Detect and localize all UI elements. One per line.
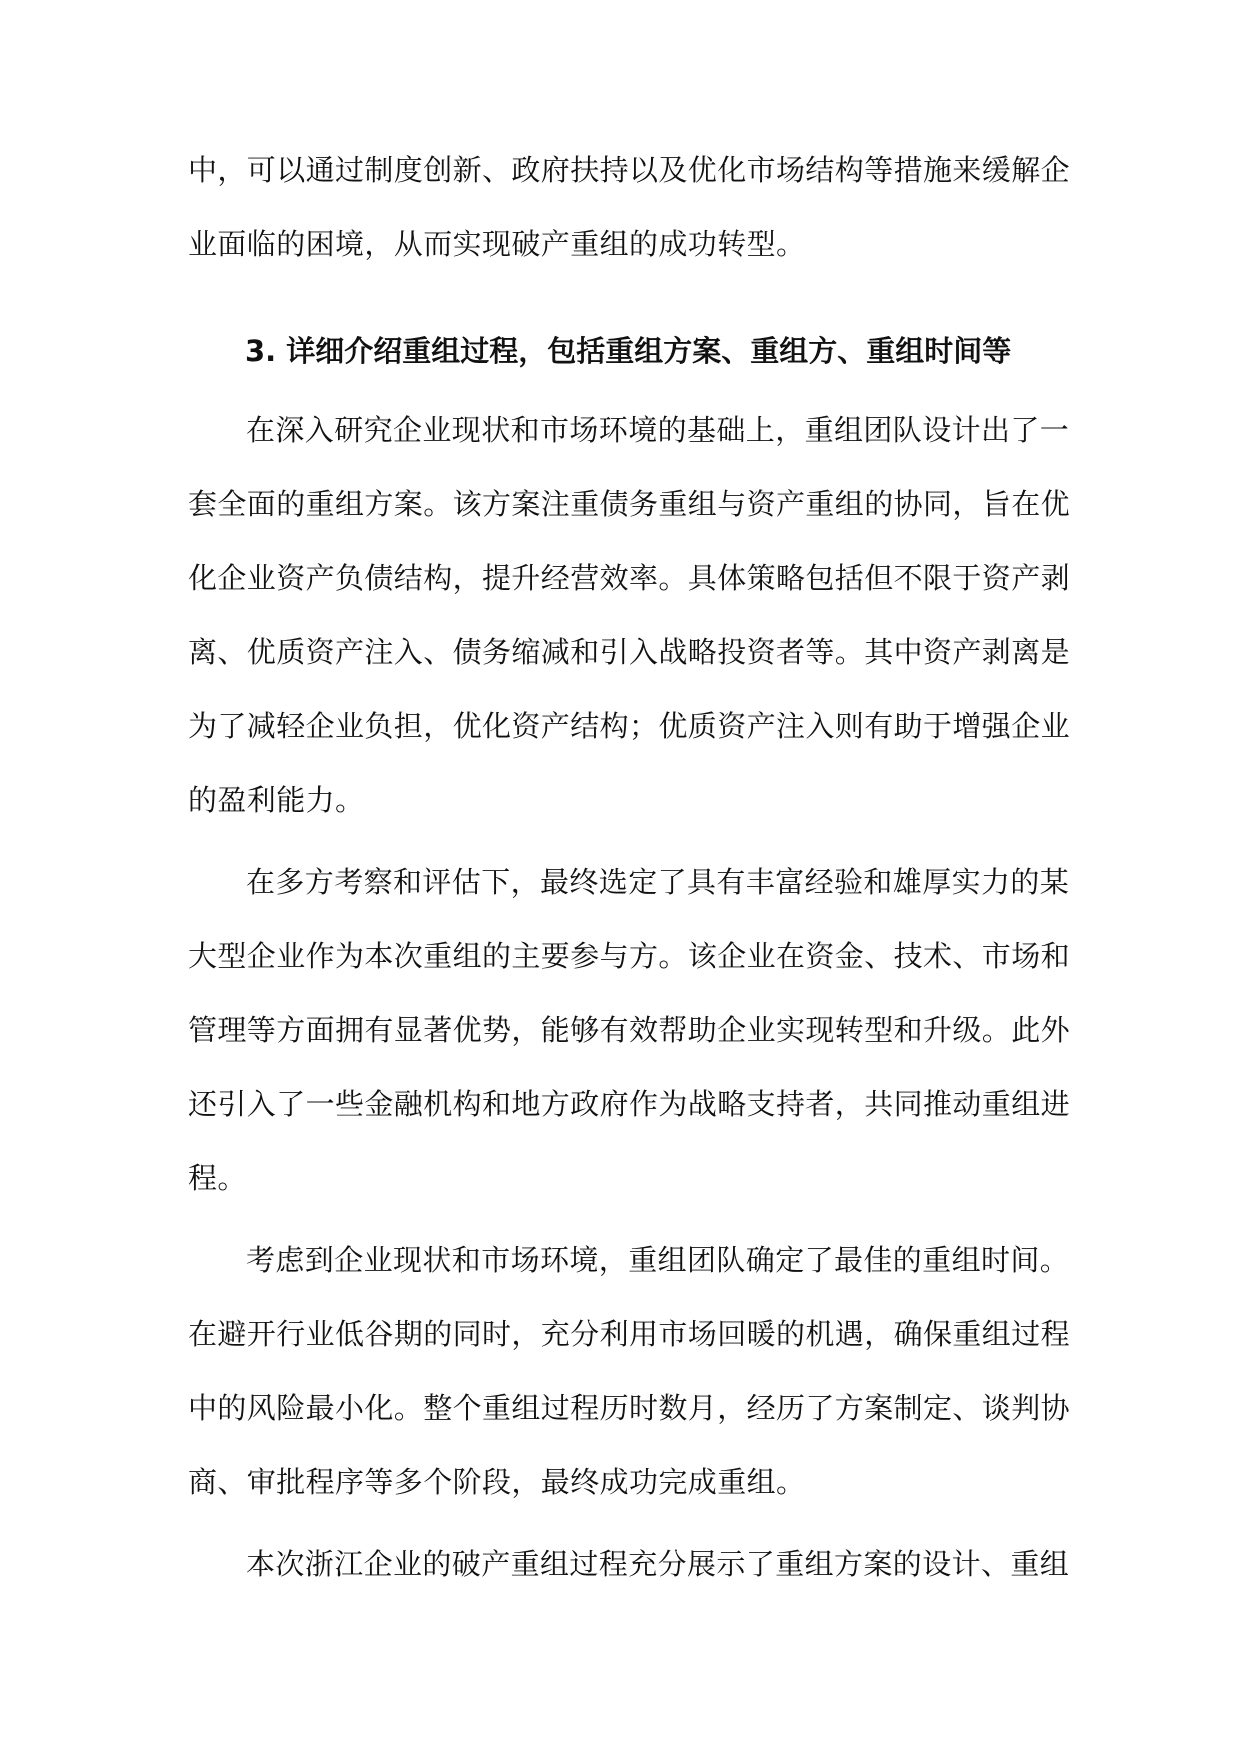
text-line: 程。 [188, 1161, 247, 1195]
text-line: 化企业资产负债结构，提升经营效率。具体策略包括但不限于资产剥 [188, 561, 1071, 595]
text-line: 中的风险最小化。整个重组过程历时数月，经历了方案制定、谈判协 [188, 1391, 1071, 1425]
text-line: 商、审批程序等多个阶段，最终成功完成重组。 [188, 1465, 806, 1499]
text-line: 大型企业作为本次重组的主要参与方。该企业在资金、技术、市场和 [188, 939, 1071, 973]
text-line: 在避开行业低谷期的同时，充分利用市场回暖的机遇，确保重组过程 [188, 1317, 1071, 1351]
text-line: 业面临的困境，从而实现破产重组的成功转型。 [188, 227, 806, 261]
text-line: 管理等方面拥有显著优势，能够有效帮助企业实现转型和升级。此外 [188, 1013, 1071, 1047]
text-line: 中，可以通过制度创新、政府扶持以及优化市场结构等措施来缓解企 [188, 153, 1071, 187]
text-line: 本次浙江企业的破产重组过程充分展示了重组方案的设计、重组 [246, 1547, 1070, 1581]
text-line: 在深入研究企业现状和市场环境的基础上，重组团队设计出了一 [246, 413, 1070, 447]
text-line: 离、优质资产注入、债务缩减和引入战略投资者等。其中资产剥离是 [188, 635, 1071, 669]
text-line: 在多方考察和评估下，最终选定了具有丰富经验和雄厚实力的某 [246, 865, 1070, 899]
text-line: 考虑到企业现状和市场环境，重组团队确定了最佳的重组时间。 [246, 1243, 1070, 1277]
text-line: 为了减轻企业负担，优化资产结构；优质资产注入则有助于增强企业 [188, 709, 1071, 743]
text-line: 套全面的重组方案。该方案注重债务重组与资产重组的协同，旨在优 [188, 487, 1071, 521]
text-line: 的盈利能力。 [188, 783, 365, 817]
section-heading: 3. 详细介绍重组过程，包括重组方案、重组方、重组时间等 [245, 334, 1012, 368]
text-line: 还引入了一些金融机构和地方政府作为战略支持者，共同推动重组进 [188, 1087, 1071, 1121]
